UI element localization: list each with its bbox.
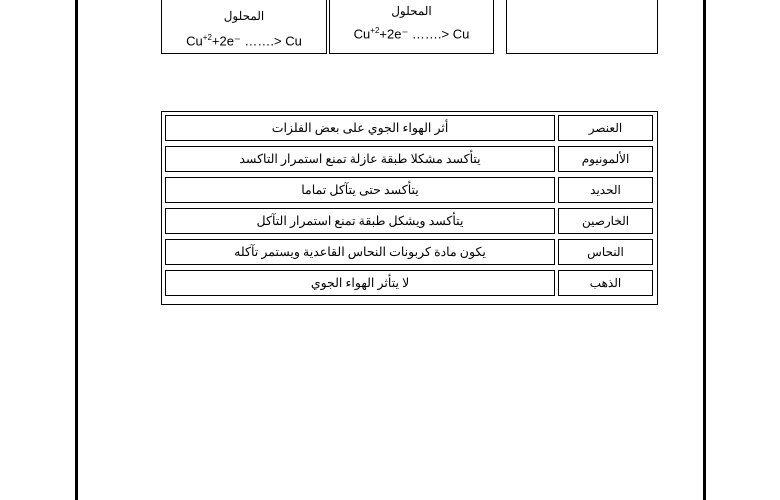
table-row xyxy=(165,239,653,265)
right-page-border xyxy=(703,0,706,500)
table-row xyxy=(165,146,653,172)
element-cell: الذهب xyxy=(558,270,653,296)
header-effect: أثر الهواء الجوي على بعض الفلزات xyxy=(165,115,555,141)
effect-cell: يكون مادة كربونات النحاس القاعدية ويستمر تآكله xyxy=(165,239,555,265)
reaction-table xyxy=(161,0,658,60)
metals-air-effect-table xyxy=(161,111,658,305)
solution-label: المحلول xyxy=(223,9,265,23)
reaction-cell-middle xyxy=(329,0,494,54)
left-page-border xyxy=(75,0,78,500)
element-cell: الحديد xyxy=(558,177,653,203)
table-row xyxy=(165,208,653,234)
table-row xyxy=(165,270,653,296)
reaction-cell-left xyxy=(161,0,327,54)
solution-label: المحلول xyxy=(391,4,432,18)
element-cell: النحاس xyxy=(558,239,653,265)
equation-ion: Cu xyxy=(353,26,371,42)
header-element: العنصر xyxy=(558,115,653,141)
effect-cell: يتأكسد مشكلا طبقة عازلة تمنع استمرار التاكسد xyxy=(165,146,555,172)
equation-charge: +2 xyxy=(370,26,380,35)
equation-products: +2e⁻ …….> Cu xyxy=(211,33,302,49)
table-header-row xyxy=(165,115,653,141)
equation-ion: Cu xyxy=(186,33,203,49)
reduction-equation xyxy=(330,26,493,42)
equation-products: +2e⁻ …….> Cu xyxy=(379,26,470,42)
table-row xyxy=(165,177,653,203)
reduction-equation xyxy=(162,33,326,49)
effect-cell: يتأكسد ويشكل طبقة تمنع استمرار التآكل xyxy=(165,208,555,234)
effect-cell: لا يتأثر الهواء الجوي xyxy=(165,270,555,296)
effect-cell: يتأكسد حتى يتآكل تماما xyxy=(165,177,555,203)
reaction-cell-right xyxy=(506,0,658,54)
element-cell: الألمونيوم xyxy=(558,146,653,172)
element-cell: الخارصين xyxy=(558,208,653,234)
equation-charge: +2 xyxy=(202,33,212,42)
